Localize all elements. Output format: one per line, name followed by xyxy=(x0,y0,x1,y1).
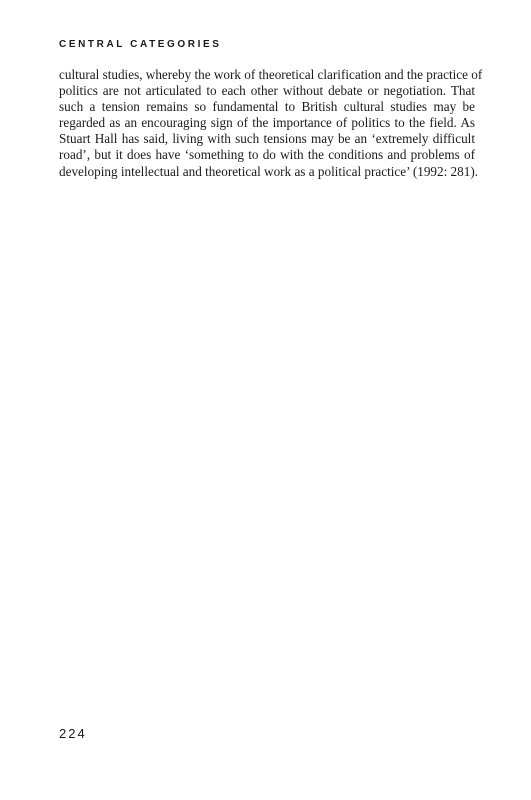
text-line: Stuart Hall has said, living with such tensions may be an ‘extremely difficult xyxy=(59,131,475,147)
text-line: road’, but it does have ‘something to do with the conditions and problems of xyxy=(59,147,475,163)
text-line: such a tension remains so fundamental to British cultural studies may be xyxy=(59,99,475,115)
text-line: regarded as an encouraging sign of the importance of politics to the field. As xyxy=(59,115,475,131)
page-number: 224 xyxy=(59,726,87,741)
text-line: cultural studies, whereby the work of theoretical clarification and the practice of xyxy=(59,67,483,82)
running-head: CENTRAL CATEGORIES xyxy=(59,39,222,50)
text-line: politics are not articulated to each other without debate or negotiation. That xyxy=(59,83,475,99)
body-paragraph xyxy=(59,67,483,180)
text-line: developing intellectual and theoretical work as a political practice’ (1992: 281). xyxy=(59,163,479,179)
